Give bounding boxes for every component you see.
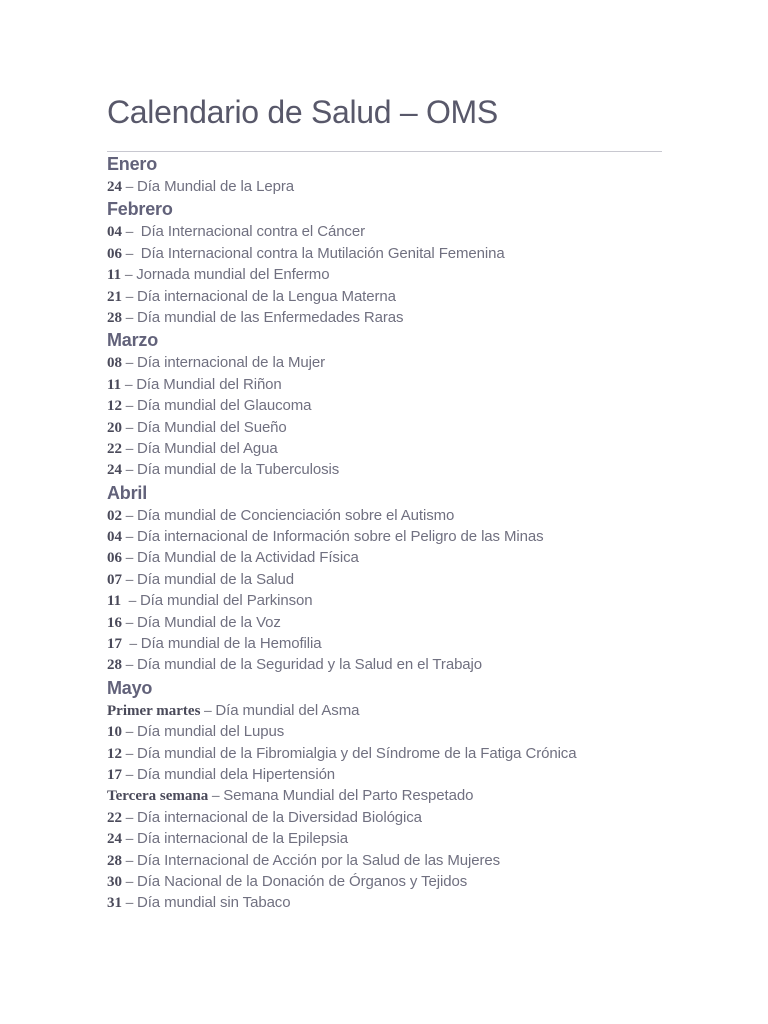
month-section (107, 152, 663, 197)
list-item (107, 892, 663, 913)
entry-date: 22 (107, 809, 122, 826)
month-heading: Marzo (107, 330, 159, 351)
entry-description: Día mundial de la Seguridad y la Salud en el Trabajo (137, 656, 483, 674)
entry-description: Día Mundial del Agua (137, 439, 278, 457)
entry-separator: – (122, 309, 137, 326)
entry-separator: – (122, 550, 137, 567)
month-heading: Febrero (107, 199, 173, 220)
list-item (107, 569, 663, 590)
entry-separator: – (122, 288, 137, 305)
list-item (107, 243, 663, 264)
entry-description: Día mundial del Glaucoma (137, 397, 312, 415)
entry-description: Día internacional de la Mujer (137, 354, 326, 372)
list-item (107, 459, 663, 480)
list-item (107, 807, 663, 828)
entry-date: 11 (107, 376, 122, 393)
month-section (107, 481, 663, 676)
entry-separator: – (122, 657, 137, 674)
month-section (107, 328, 663, 480)
list-item (107, 547, 663, 568)
entry-separator: – (122, 724, 137, 741)
entry-separator: – (122, 745, 137, 762)
list-item (107, 721, 663, 742)
list-item (107, 633, 663, 654)
entry-description: Día Internacional contra el Cáncer (140, 223, 365, 241)
entry-separator: – (122, 766, 137, 783)
entry-separator: – (200, 702, 216, 719)
list-item (107, 176, 663, 197)
entry-description: Día mundial de la Salud (137, 570, 294, 588)
entry-separator: – (122, 831, 137, 848)
list-item (107, 785, 663, 806)
entry-description: Día mundial de las Enfermedades Raras (137, 308, 404, 326)
entry-description: Día Mundial de la Actividad Física (137, 549, 359, 567)
list-item (107, 526, 663, 547)
entry-description: Día mundial de la Tuberculosis (137, 461, 340, 479)
list-item (107, 221, 663, 242)
entry-date: 02 (107, 507, 122, 524)
entry-separator: – (122, 809, 137, 826)
entry-separator: – (122, 852, 137, 869)
entry-separator: – (121, 267, 137, 284)
entry-date: 17 (107, 766, 122, 783)
entry-date: 31 (107, 895, 122, 912)
entry-separator: – (122, 462, 137, 479)
document-page (107, 90, 663, 914)
entry-date: 30 (107, 873, 122, 890)
entry-description: Día internacional de la Epilepsia (137, 830, 348, 848)
months-container (107, 152, 663, 914)
entry-date: 11 (107, 593, 122, 610)
entry-date: 24 (107, 462, 122, 479)
entry-description: Día internacional de Información sobre el Peligro de las Minas (137, 528, 544, 546)
entry-description: Día Mundial del Sueño (137, 418, 287, 436)
month-heading: Mayo (107, 677, 153, 698)
list-item (107, 307, 663, 328)
entry-separator: – (122, 419, 137, 436)
entry-separator: – (122, 245, 141, 262)
list-item (107, 828, 663, 849)
entry-date: 28 (107, 852, 122, 869)
entry-separator: – (122, 507, 137, 524)
entry-date: Tercera semana (107, 788, 209, 805)
list-item (107, 871, 663, 892)
entry-description: Día mundial del Asma (215, 701, 360, 719)
entry-description: Día mundial de la Hemofilia (140, 635, 322, 653)
entry-date: 07 (107, 571, 122, 588)
entry-date: 17 (107, 636, 122, 653)
entry-description: Día Internacional contra la Mutilación Genital Femenina (140, 244, 505, 262)
entry-separator: – (122, 529, 137, 546)
entry-separator: – (122, 636, 141, 653)
entry-date: 20 (107, 419, 122, 436)
month-heading: Enero (107, 154, 158, 174)
entry-list (107, 505, 663, 676)
entry-description: Día Mundial del Riñon (136, 375, 282, 393)
entry-separator: – (122, 398, 137, 415)
entry-date: 16 (107, 614, 122, 631)
entry-separator: – (121, 593, 140, 610)
entry-date: 11 (107, 267, 122, 284)
list-item (107, 438, 663, 459)
list-item (107, 590, 663, 611)
entry-separator: – (122, 440, 137, 457)
entry-date: 22 (107, 440, 122, 457)
entry-description: Jornada mundial del Enfermo (136, 266, 330, 284)
entry-separator: – (208, 788, 224, 805)
list-item (107, 764, 663, 785)
entry-separator: – (122, 873, 137, 890)
entry-date: 12 (107, 398, 122, 415)
list-item (107, 417, 663, 438)
entry-list (107, 221, 663, 328)
entry-separator: – (122, 614, 137, 631)
entry-description: Semana Mundial del Parto Respetado (223, 787, 474, 805)
entry-description: Día mundial sin Tabaco (137, 894, 291, 912)
entry-separator: – (121, 376, 137, 393)
list-item (107, 286, 663, 307)
list-item (107, 374, 663, 395)
entry-description: Día mundial dela Hipertensión (137, 765, 336, 783)
entry-separator: – (122, 355, 137, 372)
entry-description: Día mundial de Concienciación sobre el Autismo (137, 506, 455, 524)
entry-separator: – (122, 895, 137, 912)
entry-date: 12 (107, 745, 122, 762)
entry-list (107, 176, 663, 197)
entry-date: 21 (107, 288, 122, 305)
entry-description: Día mundial de la Fibromialgia y del Síndrome de la Fatiga Crónica (137, 744, 577, 762)
entry-date: 08 (107, 355, 122, 372)
list-item (107, 743, 663, 764)
month-section (107, 676, 663, 914)
list-item (107, 612, 663, 633)
entry-description: Día Nacional de la Donación de Órganos y Tejidos (137, 872, 468, 890)
entry-description: Día Internacional de Acción por la Salud de las Mujeres (137, 851, 501, 869)
entry-date: 24 (107, 831, 122, 848)
entry-separator: – (122, 224, 141, 241)
entry-list (107, 700, 663, 914)
month-section (107, 197, 663, 328)
month-heading: Abril (107, 482, 148, 503)
entry-list (107, 352, 663, 480)
entry-description: Día internacional de la Diversidad Biológica (137, 808, 422, 826)
entry-date: 24 (107, 179, 122, 195)
entry-date: 28 (107, 657, 122, 674)
entry-date: 10 (107, 724, 122, 741)
entry-date: 04 (107, 529, 122, 546)
entry-description: Día internacional de la Lengua Materna (137, 287, 396, 305)
entry-description: Día Mundial de la Voz (137, 613, 281, 631)
entry-description: Día mundial del Parkinson (139, 592, 313, 610)
page-title: Calendario de Salud – OMS (107, 94, 498, 130)
entry-description: Día Mundial de la Lepra (137, 178, 294, 195)
list-item (107, 505, 663, 526)
entry-date: 06 (107, 245, 122, 262)
entry-date: 28 (107, 309, 122, 326)
entry-separator: – (122, 179, 137, 195)
list-item (107, 654, 663, 675)
entry-separator: – (122, 571, 137, 588)
list-item (107, 850, 663, 871)
list-item (107, 264, 663, 285)
entry-date: Primer martes (107, 702, 201, 719)
entry-date: 06 (107, 550, 122, 567)
list-item (107, 700, 663, 721)
entry-date: 04 (107, 224, 122, 241)
list-item (107, 352, 663, 373)
entry-description: Día mundial del Lupus (137, 723, 285, 741)
list-item (107, 395, 663, 416)
